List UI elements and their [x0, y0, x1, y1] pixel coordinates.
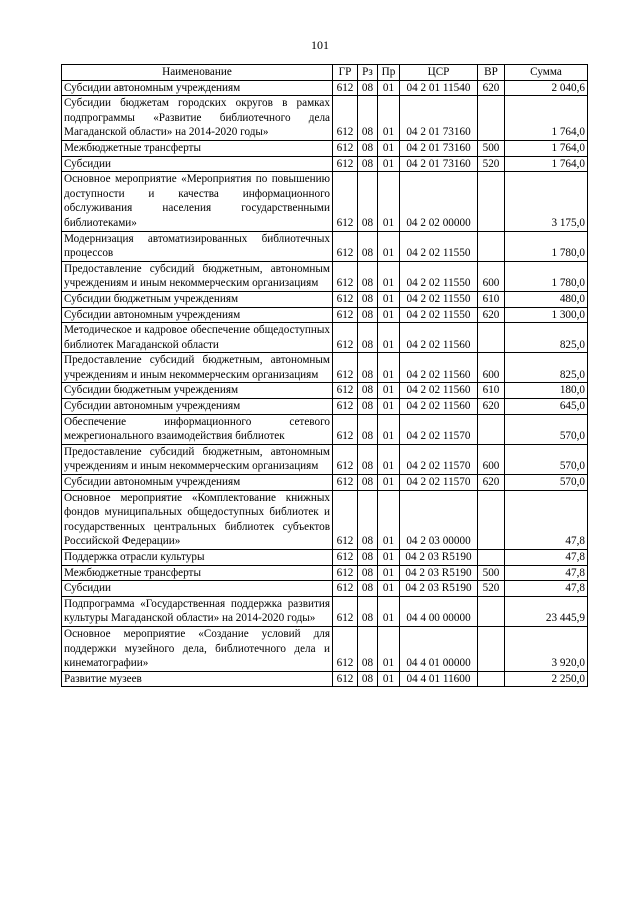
- cell-vr: [478, 596, 505, 626]
- cell-sum: 570,0: [505, 414, 588, 444]
- cell-gr: 612: [333, 444, 358, 474]
- cell-rz: 08: [358, 307, 378, 323]
- cell-sum: 2 040,6: [505, 80, 588, 96]
- cell-vr: 610: [478, 383, 505, 399]
- cell-csr: 04 4 01 00000: [400, 626, 478, 671]
- cell-pr: 01: [378, 172, 400, 231]
- cell-csr: 04 2 02 11550: [400, 291, 478, 307]
- table-row: [62, 291, 588, 307]
- cell-name: Модернизация автоматизированных библиотечных процессов: [62, 231, 333, 261]
- cell-name: Методическое и кадровое обеспечение общедоступных библиотек Магаданской области: [62, 323, 333, 353]
- cell-pr: 01: [378, 671, 400, 687]
- cell-sum: 1 764,0: [505, 156, 588, 172]
- cell-name: Субсидии автономным учреждениям: [62, 475, 333, 491]
- cell-gr: 612: [333, 231, 358, 261]
- cell-gr: 612: [333, 399, 358, 415]
- cell-csr: 04 2 02 11570: [400, 444, 478, 474]
- table-row: [62, 96, 588, 141]
- cell-name: Основное мероприятие «Комплектование книжных фондов муниципальных общедоступных библиотек и государственных центральных библиотек субъектов Российской Федерации»: [62, 490, 333, 549]
- table-row: [62, 261, 588, 291]
- table-row: [62, 80, 588, 96]
- cell-sum: 825,0: [505, 353, 588, 383]
- cell-sum: 570,0: [505, 444, 588, 474]
- cell-csr: 04 2 01 73160: [400, 140, 478, 156]
- table-header-row: [62, 65, 588, 81]
- cell-pr: 01: [378, 383, 400, 399]
- cell-vr: 620: [478, 475, 505, 491]
- cell-name: Поддержка отрасли культуры: [62, 550, 333, 566]
- cell-vr: 600: [478, 444, 505, 474]
- cell-pr: 01: [378, 626, 400, 671]
- cell-vr: [478, 414, 505, 444]
- cell-csr: 04 2 02 11550: [400, 261, 478, 291]
- cell-pr: 01: [378, 444, 400, 474]
- cell-name: Субсидии автономным учреждениям: [62, 399, 333, 415]
- cell-sum: 23 445,9: [505, 596, 588, 626]
- cell-csr: 04 4 00 00000: [400, 596, 478, 626]
- cell-pr: 01: [378, 550, 400, 566]
- cell-pr: 01: [378, 565, 400, 581]
- cell-vr: [478, 671, 505, 687]
- header-name: Наименование: [62, 65, 333, 81]
- cell-csr: 04 2 02 11550: [400, 307, 478, 323]
- table-row: [62, 565, 588, 581]
- header-pr: Пр: [378, 65, 400, 81]
- table-row: [62, 156, 588, 172]
- cell-rz: 08: [358, 231, 378, 261]
- cell-gr: 612: [333, 172, 358, 231]
- cell-csr: 04 2 03 R5190: [400, 581, 478, 597]
- cell-name: Межбюджетные трансферты: [62, 140, 333, 156]
- header-rz: Рз: [358, 65, 378, 81]
- cell-csr: 04 2 03 00000: [400, 490, 478, 549]
- cell-name: Основное мероприятие «Создание условий для поддержки музейного дела, библиотечного дела и кинематографии»: [62, 626, 333, 671]
- cell-vr: 620: [478, 307, 505, 323]
- cell-pr: 01: [378, 80, 400, 96]
- cell-rz: 08: [358, 414, 378, 444]
- cell-name: Подпрограмма «Государственная поддержка развития культуры Магаданской области» на 2014-2020 годы»: [62, 596, 333, 626]
- cell-rz: 08: [358, 291, 378, 307]
- cell-rz: 08: [358, 156, 378, 172]
- cell-csr: 04 2 01 73160: [400, 96, 478, 141]
- cell-vr: [478, 550, 505, 566]
- cell-vr: 620: [478, 80, 505, 96]
- cell-sum: 2 250,0: [505, 671, 588, 687]
- table-row: [62, 399, 588, 415]
- page-number: 101: [311, 38, 329, 52]
- table-row: [62, 414, 588, 444]
- cell-sum: 180,0: [505, 383, 588, 399]
- cell-gr: 612: [333, 261, 358, 291]
- cell-csr: 04 2 02 00000: [400, 172, 478, 231]
- cell-vr: 600: [478, 261, 505, 291]
- cell-sum: 47,8: [505, 490, 588, 549]
- cell-pr: 01: [378, 475, 400, 491]
- cell-gr: 612: [333, 291, 358, 307]
- cell-gr: 612: [333, 581, 358, 597]
- cell-gr: 612: [333, 490, 358, 549]
- cell-name: Субсидии: [62, 156, 333, 172]
- cell-vr: [478, 172, 505, 231]
- cell-rz: 08: [358, 261, 378, 291]
- cell-csr: 04 4 01 11600: [400, 671, 478, 687]
- cell-gr: 612: [333, 383, 358, 399]
- cell-name: Субсидии бюджетам городских округов в рамках подпрограммы «Развитие библиотечного дела Магаданской области» на 2014-2020 годы»: [62, 96, 333, 141]
- cell-name: Субсидии: [62, 581, 333, 597]
- cell-pr: 01: [378, 156, 400, 172]
- cell-vr: [478, 490, 505, 549]
- cell-gr: 612: [333, 307, 358, 323]
- cell-sum: 480,0: [505, 291, 588, 307]
- cell-rz: 08: [358, 490, 378, 549]
- cell-sum: 1 764,0: [505, 140, 588, 156]
- header-csr: ЦСР: [400, 65, 478, 81]
- cell-gr: 612: [333, 596, 358, 626]
- cell-vr: [478, 231, 505, 261]
- header-gr: ГР: [333, 65, 358, 81]
- cell-vr: [478, 626, 505, 671]
- cell-pr: 01: [378, 581, 400, 597]
- cell-gr: 612: [333, 475, 358, 491]
- table-row: [62, 550, 588, 566]
- cell-name: Предоставление субсидий бюджетным, автономным учреждениям и иным некоммерческим организациям: [62, 444, 333, 474]
- cell-vr: 500: [478, 140, 505, 156]
- table-row: [62, 172, 588, 231]
- cell-rz: 08: [358, 353, 378, 383]
- cell-vr: 620: [478, 399, 505, 415]
- cell-vr: [478, 323, 505, 353]
- cell-gr: 612: [333, 626, 358, 671]
- cell-rz: 08: [358, 323, 378, 353]
- cell-pr: 01: [378, 353, 400, 383]
- cell-name: Субсидии автономным учреждениям: [62, 307, 333, 323]
- cell-rz: 08: [358, 383, 378, 399]
- cell-name: Субсидии автономным учреждениям: [62, 80, 333, 96]
- cell-rz: 08: [358, 671, 378, 687]
- cell-rz: 08: [358, 172, 378, 231]
- table-row: [62, 596, 588, 626]
- cell-sum: 645,0: [505, 399, 588, 415]
- cell-sum: 1 764,0: [505, 96, 588, 141]
- cell-pr: 01: [378, 399, 400, 415]
- cell-name: Субсидии бюджетным учреждениям: [62, 383, 333, 399]
- cell-csr: 04 2 02 11570: [400, 414, 478, 444]
- cell-rz: 08: [358, 626, 378, 671]
- cell-pr: 01: [378, 140, 400, 156]
- budget-table: [61, 64, 588, 687]
- cell-gr: 612: [333, 565, 358, 581]
- cell-gr: 612: [333, 550, 358, 566]
- cell-csr: 04 2 01 73160: [400, 156, 478, 172]
- cell-pr: 01: [378, 596, 400, 626]
- cell-rz: 08: [358, 444, 378, 474]
- cell-rz: 08: [358, 399, 378, 415]
- cell-name: Обеспечение информационного сетевого межрегионального взаимодействия библиотек: [62, 414, 333, 444]
- cell-rz: 08: [358, 565, 378, 581]
- cell-csr: 04 2 02 11550: [400, 231, 478, 261]
- cell-gr: 612: [333, 353, 358, 383]
- cell-gr: 612: [333, 323, 358, 353]
- table-row: [62, 231, 588, 261]
- table-row: [62, 140, 588, 156]
- cell-pr: 01: [378, 291, 400, 307]
- cell-pr: 01: [378, 261, 400, 291]
- cell-pr: 01: [378, 323, 400, 353]
- cell-rz: 08: [358, 140, 378, 156]
- table-row: [62, 671, 588, 687]
- cell-name: Субсидии бюджетным учреждениям: [62, 291, 333, 307]
- cell-csr: 04 2 02 11560: [400, 383, 478, 399]
- cell-name: Основное мероприятие «Мероприятия по повышению доступности и качества информационного обслуживания населения государственными библиотеками»: [62, 172, 333, 231]
- table-row: [62, 383, 588, 399]
- cell-name: Предоставление субсидий бюджетным, автономным учреждениям и иным некоммерческим организациям: [62, 353, 333, 383]
- cell-rz: 08: [358, 581, 378, 597]
- cell-gr: 612: [333, 96, 358, 141]
- cell-rz: 08: [358, 550, 378, 566]
- cell-csr: 04 2 02 11560: [400, 353, 478, 383]
- cell-csr: 04 2 03 R5190: [400, 550, 478, 566]
- header-sum: Сумма: [505, 65, 588, 81]
- table-row: [62, 307, 588, 323]
- cell-vr: 500: [478, 565, 505, 581]
- cell-pr: 01: [378, 414, 400, 444]
- cell-vr: 520: [478, 156, 505, 172]
- cell-vr: [478, 96, 505, 141]
- cell-csr: 04 2 03 R5190: [400, 565, 478, 581]
- cell-sum: 3 175,0: [505, 172, 588, 231]
- cell-vr: 610: [478, 291, 505, 307]
- cell-sum: 1 780,0: [505, 261, 588, 291]
- cell-sum: 47,8: [505, 581, 588, 597]
- cell-name: Межбюджетные трансферты: [62, 565, 333, 581]
- cell-gr: 612: [333, 80, 358, 96]
- cell-pr: 01: [378, 307, 400, 323]
- table-row: [62, 353, 588, 383]
- cell-pr: 01: [378, 96, 400, 141]
- cell-sum: 47,8: [505, 565, 588, 581]
- cell-csr: 04 2 02 11560: [400, 399, 478, 415]
- cell-rz: 08: [358, 96, 378, 141]
- table-row: [62, 490, 588, 549]
- cell-csr: 04 2 02 11560: [400, 323, 478, 353]
- cell-gr: 612: [333, 671, 358, 687]
- cell-name: Предоставление субсидий бюджетным, автономным учреждениям и иным некоммерческим организациям: [62, 261, 333, 291]
- table-row: [62, 475, 588, 491]
- cell-rz: 08: [358, 80, 378, 96]
- table-row: [62, 626, 588, 671]
- cell-csr: 04 2 01 11540: [400, 80, 478, 96]
- cell-sum: 3 920,0: [505, 626, 588, 671]
- table-row: [62, 581, 588, 597]
- cell-sum: 570,0: [505, 475, 588, 491]
- header-vr: ВР: [478, 65, 505, 81]
- cell-gr: 612: [333, 414, 358, 444]
- cell-gr: 612: [333, 140, 358, 156]
- cell-csr: 04 2 02 11570: [400, 475, 478, 491]
- cell-sum: 825,0: [505, 323, 588, 353]
- cell-name: Развитие музеев: [62, 671, 333, 687]
- cell-sum: 47,8: [505, 550, 588, 566]
- table-row: [62, 323, 588, 353]
- cell-vr: 520: [478, 581, 505, 597]
- cell-vr: 600: [478, 353, 505, 383]
- cell-pr: 01: [378, 490, 400, 549]
- cell-pr: 01: [378, 231, 400, 261]
- cell-gr: 612: [333, 156, 358, 172]
- table-row: [62, 444, 588, 474]
- cell-sum: 1 780,0: [505, 231, 588, 261]
- cell-rz: 08: [358, 596, 378, 626]
- cell-rz: 08: [358, 475, 378, 491]
- cell-sum: 1 300,0: [505, 307, 588, 323]
